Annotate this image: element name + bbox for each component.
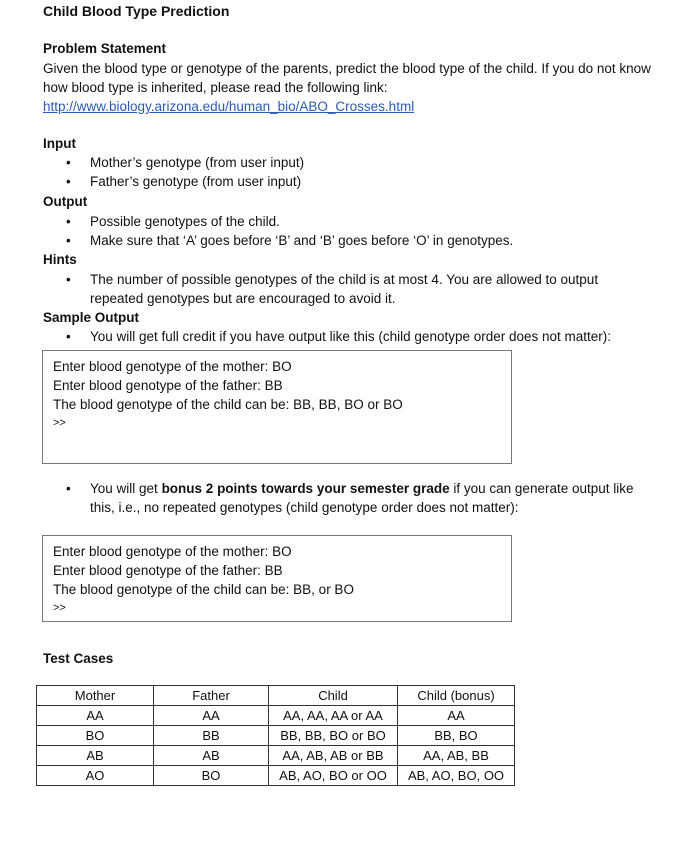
list-item: • Make sure that ‘A’ goes before ‘B’ and ‘B’ goes before ‘O’ in genotypes.: [43, 231, 663, 250]
sample-heading: Sample Output: [43, 310, 140, 325]
input-list: [43, 153, 663, 191]
list-item: • Mother’s genotype (from user input): [43, 153, 663, 172]
code-line: The blood genotype of the child can be: BB, BB, BO or BO: [53, 397, 403, 412]
code-line: Enter blood genotype of the father: BB: [53, 378, 283, 393]
header-mother: Mother: [37, 686, 154, 706]
cell-father: BO: [154, 766, 269, 786]
code-line: Enter blood genotype of the mother: BO: [53, 544, 292, 559]
list-item: • Possible genotypes of the child.: [43, 212, 663, 231]
table-row: [37, 766, 515, 786]
bonus-text-bold: bonus 2 points towards your semester grade: [161, 481, 450, 496]
table-row: [37, 726, 515, 746]
problem-text: [43, 59, 663, 116]
code-prompt: >>: [53, 417, 66, 429]
header-child: Child: [269, 686, 398, 706]
cell-father: BB: [154, 726, 269, 746]
cell-child-bonus: AA: [398, 706, 515, 726]
cell-child: BB, BB, BO or BO: [269, 726, 398, 746]
cell-child: AA, AB, AB or BB: [269, 746, 398, 766]
abo-crosses-link[interactable]: http://www.biology.arizona.edu/human_bio/ABO_Crosses.html: [43, 99, 415, 114]
list-item: • Father’s genotype (from user input): [43, 172, 663, 191]
table-row: [37, 706, 515, 726]
code-line: Enter blood genotype of the mother: BO: [53, 359, 292, 374]
code-prompt: >>: [53, 602, 66, 614]
cell-child-bonus: AA, AB, BB: [398, 746, 515, 766]
input-heading: Input: [43, 136, 76, 151]
cell-mother: AA: [37, 706, 154, 726]
cell-mother: AB: [37, 746, 154, 766]
sample-output-box-2: [42, 535, 512, 622]
cell-child: AA, AA, AA or AA: [269, 706, 398, 726]
list-item: [43, 479, 643, 517]
sample-list-2: [43, 479, 643, 517]
sample-output-box-1: [42, 350, 512, 464]
list-item: • The number of possible genotypes of the child is at most 4. You are allowed to output repeated genotypes but are encouraged to avoid it.: [43, 270, 653, 308]
hints-heading: Hints: [43, 252, 77, 267]
test-cases-table: [36, 685, 515, 786]
header-child-bonus: Child (bonus): [398, 686, 515, 706]
cell-father: AA: [154, 706, 269, 726]
code-line: The blood genotype of the child can be: BB, or BO: [53, 582, 354, 597]
output-list: [43, 212, 663, 250]
table-header-row: [37, 686, 515, 706]
cell-father: AB: [154, 746, 269, 766]
header-father: Father: [154, 686, 269, 706]
output-heading: Output: [43, 194, 88, 209]
cell-child: AB, AO, BO or OO: [269, 766, 398, 786]
problem-description: Given the blood type or genotype of the parents, predict the blood type of the child. If you do not know how blood type is inherited, please read the following link:: [43, 61, 651, 95]
document-title: Child Blood Type Prediction: [43, 3, 230, 19]
code-line: Enter blood genotype of the father: BB: [53, 563, 283, 578]
table-row: [37, 746, 515, 766]
hints-list: [43, 270, 653, 308]
list-item: • You will get full credit if you have output like this (child genotype order does not matter):: [43, 327, 683, 346]
problem-heading: Problem Statement: [43, 41, 167, 56]
cell-child-bonus: BB, BO: [398, 726, 515, 746]
bonus-text-pre: You will get: [90, 481, 162, 496]
test-cases-heading: Test Cases: [43, 651, 114, 666]
cell-child-bonus: AB, AO, BO, OO: [398, 766, 515, 786]
bonus-text-post: if you can generate output like this, i.e., no repeated genotypes (child genotype order does not matter):: [90, 481, 634, 515]
cell-mother: AO: [37, 766, 154, 786]
sample-list-1: [43, 327, 683, 346]
cell-mother: BO: [37, 726, 154, 746]
